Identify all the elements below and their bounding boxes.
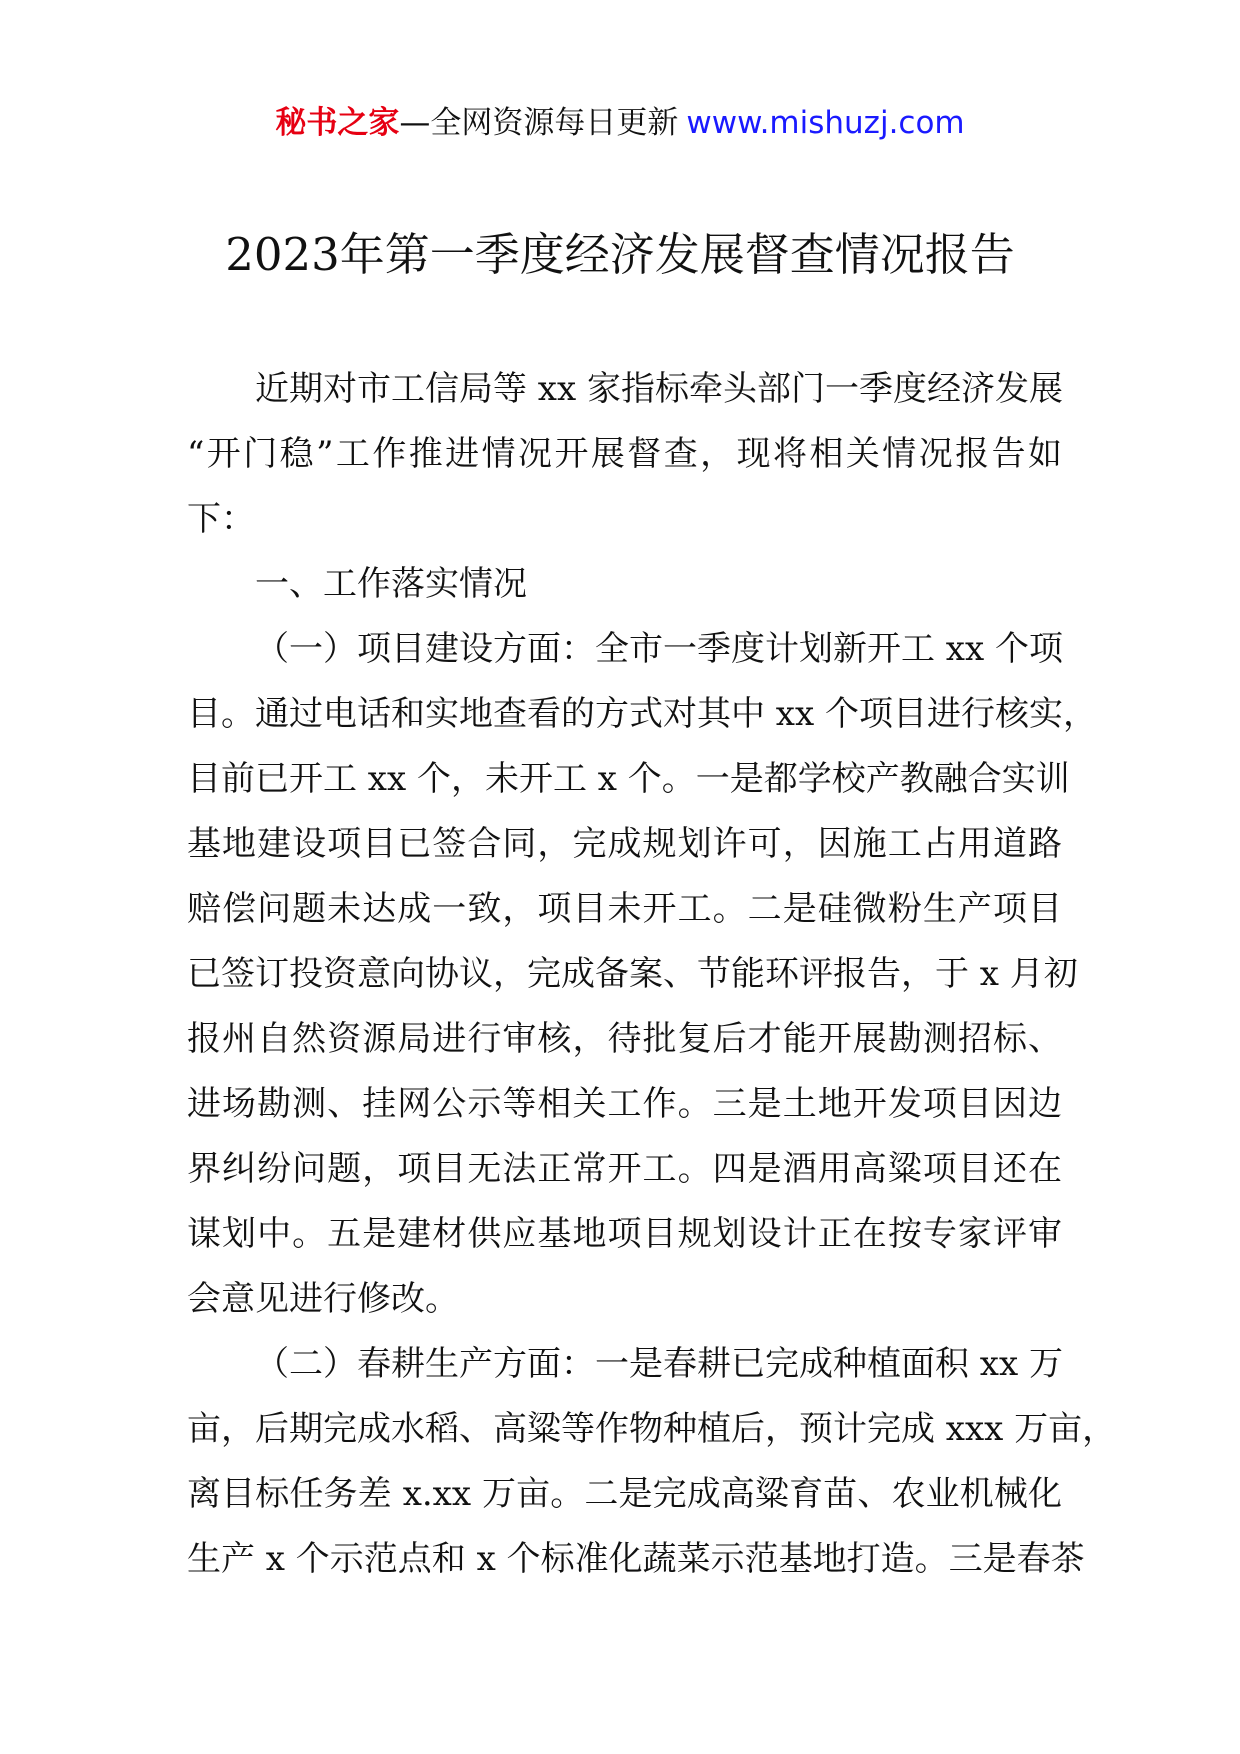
paragraph-line: 近期对市工信局等 xx 家指标牵头部门一季度经济发展 xyxy=(255,369,1063,409)
paragraph-line: 已签订投资意向协议，完成备案、节能环评报告，于 x 月初 xyxy=(187,954,1078,994)
paragraph-line: 报州自然资源局进行审核，待批复后才能开展勘测招标、 xyxy=(187,1019,1062,1059)
paragraph-line: （一）项目建设方面：全市一季度计划新开工 xx 个项 xyxy=(255,629,1063,669)
section-heading: 一、工作落实情况 xyxy=(255,564,527,604)
paragraph-line: 赔偿问题未达成一致，项目未开工。二是硅微粉生产项目 xyxy=(187,889,1062,929)
paragraph-line: 生产 x 个示范点和 x 个标准化蔬菜示范基地打造。三是春茶 xyxy=(187,1539,1085,1579)
paragraph-line: 目。通过电话和实地查看的方式对其中 xx 个项目进行核实， xyxy=(187,694,1097,734)
paragraph-line: 离目标任务差 x.xx 万亩。二是完成高粱育苗、农业机械化 xyxy=(187,1474,1062,1514)
document-body xyxy=(187,357,1117,1592)
site-header xyxy=(0,102,1240,144)
paragraph-line: 基地建设项目已签合同，完成规划许可，因施工占用道路 xyxy=(187,824,1062,864)
paragraph-line: 谋划中。五是建材供应基地项目规划设计正在按专家评审 xyxy=(187,1214,1062,1254)
paragraph-line: 下： xyxy=(187,499,255,539)
paragraph-line: 界纠纷问题，项目无法正常开工。四是酒用高粱项目还在 xyxy=(187,1149,1062,1189)
site-tagline: —全网资源每日更新 xyxy=(399,105,679,141)
site-brand: 秘书之家 xyxy=(275,105,400,141)
paragraph-line: 会意见进行修改。 xyxy=(187,1279,459,1319)
paragraph-line: “开门稳”工作推进情况开展督查，现将相关情况报告如 xyxy=(187,434,1062,474)
paragraph-line: 亩，后期完成水稻、高粱等作物种植后，预计完成 xxx 万亩， xyxy=(187,1409,1117,1449)
paragraph-line: 进场勘测、挂网公示等相关工作。三是土地开发项目因边 xyxy=(187,1084,1062,1124)
paragraph-line: 目前已开工 xx 个，未开工 x 个。一是都学校产教融合实训 xyxy=(187,759,1070,799)
site-url-link[interactable]: www.mishuzj.com xyxy=(686,105,965,141)
document-title: 2023年第一季度经济发展督查情况报告 xyxy=(225,228,1015,281)
paragraph-line: （二）春耕生产方面：一是春耕已完成种植面积 xx 万 xyxy=(255,1344,1063,1384)
